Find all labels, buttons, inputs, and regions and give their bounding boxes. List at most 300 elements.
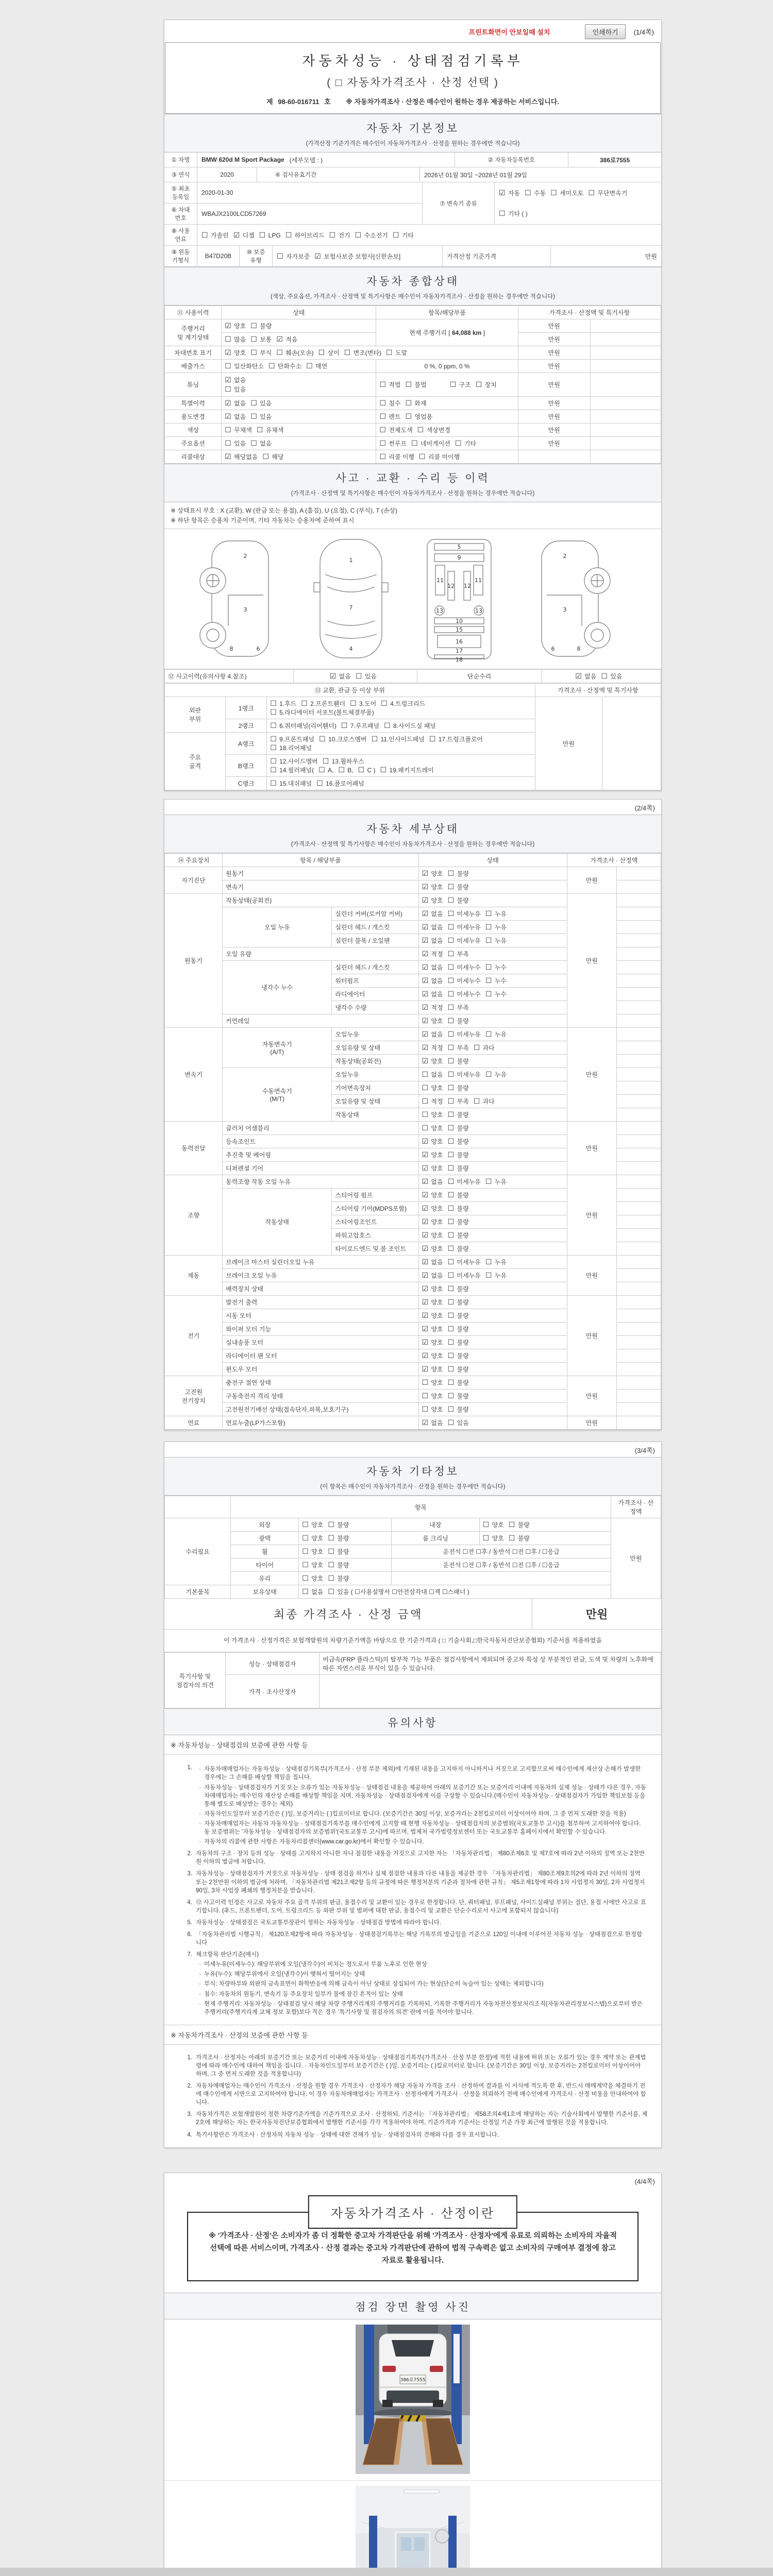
table-cell xyxy=(418,1189,567,1202)
table-cell xyxy=(299,1558,392,1572)
checkbox-icon: ☐ xyxy=(302,1574,309,1583)
checkbox-option: ☐ 불량 xyxy=(328,1534,349,1543)
table-cell xyxy=(418,1282,567,1296)
checkbox-option: ☐ 양호 xyxy=(422,1378,443,1387)
table-cell xyxy=(616,1215,661,1229)
svg-text:1: 1 xyxy=(349,557,353,564)
table-cell xyxy=(418,974,567,988)
checkbox-option: ☐ 불량 xyxy=(447,1150,469,1159)
svg-text:10: 10 xyxy=(456,618,463,625)
checkbox-option: ☐ 있음 xyxy=(225,439,246,447)
checkbox-option: ☑ 양호 xyxy=(422,1311,443,1320)
explainer-title: 자동차가격조사 · 산정이란 xyxy=(308,2195,517,2229)
checkbox-option: ☐ 미세누유 xyxy=(447,1030,481,1039)
checkbox-icon: ☐ xyxy=(250,321,257,330)
checkbox-icon: ☐ xyxy=(422,1097,429,1106)
checkbox-option: ☐ 양호 xyxy=(422,1110,443,1119)
bullet: · xyxy=(199,1991,201,1997)
svg-text:13: 13 xyxy=(475,607,482,615)
doc-no-suffix: 호 xyxy=(324,98,331,106)
document-number-line xyxy=(165,96,660,106)
table-cell xyxy=(418,1229,567,1242)
bullet: · xyxy=(199,1981,201,1988)
checkbox-icon: ☐ xyxy=(302,1520,309,1529)
notice-item xyxy=(182,2131,648,2139)
side-view-left xyxy=(200,541,268,656)
checkbox-icon: ☐ xyxy=(449,380,457,388)
checkbox-icon: ☐ xyxy=(485,909,492,918)
svg-text:3: 3 xyxy=(243,606,247,614)
checkbox-checked-icon: ☑ xyxy=(422,950,429,958)
table-cell: 충전구 절연 상태 xyxy=(223,1376,418,1389)
checkbox-option: ☑ 없음 xyxy=(575,672,597,681)
car-damage-diagram-row xyxy=(164,529,661,669)
checkbox-checked-icon: ☑ xyxy=(422,1177,429,1186)
checkbox-checked-icon: ☑ xyxy=(276,335,283,343)
table-cell: 운전석 ☐전 ☐후 / 동반석 ☐전 ☐후 / ☐응급 xyxy=(392,1545,611,1558)
checkbox-icon: ☐ xyxy=(225,426,231,434)
table-row xyxy=(165,397,661,410)
text-segment: 64,088 km xyxy=(451,329,482,336)
checkbox-option: ☐ 누유 xyxy=(485,1177,507,1186)
checkbox-icon: ☐ xyxy=(358,766,365,774)
table-cell: 오일유량 및 상태 xyxy=(332,1095,418,1108)
checkbox-option: ☐ 침수 xyxy=(379,399,401,407)
checkbox-option: ☐ 없음 xyxy=(302,1587,324,1596)
checkbox-icon: ☐ xyxy=(322,757,329,766)
table-cell: 제동 xyxy=(165,1256,223,1296)
table-cell xyxy=(616,1269,661,1282)
table-cell xyxy=(590,423,661,437)
table-cell xyxy=(418,934,567,947)
table-cell: 오일누유 xyxy=(332,1028,418,1041)
table-cell: 연료 xyxy=(165,1416,223,1430)
checkbox-icon: ☐ xyxy=(508,1534,515,1543)
checkbox-option: ☐ 있음 ( ☐사용설명서 ☐안전삼각대 ☐잭 ☐스패너 ) xyxy=(328,1587,469,1596)
checkbox-option: ☐ 자가보증 xyxy=(277,251,310,260)
checkbox-option: ☑ 없음 xyxy=(225,412,246,420)
table-cell: 실린더 헤드 / 개스킷 xyxy=(332,961,418,974)
checkbox-icon: ☐ xyxy=(525,189,531,197)
svg-text:7: 7 xyxy=(349,604,353,612)
checkbox-option: ☐ 미세누유 xyxy=(447,1258,481,1266)
checkbox-checked-icon: ☑ xyxy=(422,883,429,891)
table-cell xyxy=(418,1242,567,1256)
table-cell xyxy=(418,1055,567,1068)
year-label: ③ 연식 xyxy=(164,167,197,182)
checkbox-icon: ☐ xyxy=(447,1191,455,1199)
checkbox-icon: ☐ xyxy=(447,1325,455,1333)
table-cell xyxy=(418,1001,567,1014)
checkbox-checked-icon: ☑ xyxy=(422,1150,429,1159)
checkbox-icon: ☐ xyxy=(302,1587,309,1596)
checkbox-icon: ☐ xyxy=(447,1311,455,1320)
table-cell xyxy=(590,437,661,450)
checkbox-option: ☐ 불량 xyxy=(447,1057,469,1065)
checkbox-option: ☑ 양호 xyxy=(422,1231,443,1240)
checkbox-checked-icon: ☑ xyxy=(422,1191,429,1199)
checkbox-option: ☐ 불량 xyxy=(328,1520,349,1529)
checkbox-icon: ☐ xyxy=(379,452,386,461)
checkbox-option: ☐ 있음 xyxy=(601,672,623,681)
checkbox-icon: ☐ xyxy=(447,1271,455,1280)
checkbox-icon: ☐ xyxy=(417,426,424,434)
checkbox-checked-icon: ☑ xyxy=(422,1325,429,1333)
accident-history-row-table xyxy=(164,669,661,683)
checkbox-icon: ☐ xyxy=(485,1258,492,1266)
checkbox-option: ☐ 불량 xyxy=(250,321,272,330)
checkbox-icon: ☐ xyxy=(447,1231,455,1240)
item-text: 자동차의 구조 · 장치 등의 성능 · 상태를 고지하지 아니한 자나 점검한 내용을 거짓으로 고지한 자는 「자동차관리법」 제80조제6호 및 제7호에 따라 2년 이하의 징역 또는 2천만원 이하의 벌금에 처합니다. xyxy=(196,1851,645,1866)
table-cell: 냉각수 누수 xyxy=(223,961,332,1014)
checkbox-option: ☐ 탄화수소 xyxy=(268,362,302,370)
table-cell: 가격조사 · 산정액 및 특기사항 xyxy=(535,684,661,697)
checkbox-icon: ☐ xyxy=(379,380,386,388)
section-note: (가격산정 기준가격은 매수인이 자동차가격조사 · 산정을 원하는 경우에만 적습니다) xyxy=(306,141,520,147)
status-code-legend xyxy=(164,502,661,529)
checkbox-icon: ☐ xyxy=(447,936,455,945)
checkbox-icon: ☐ xyxy=(499,209,506,217)
svg-text:18: 18 xyxy=(456,656,463,664)
checkbox-icon: ☐ xyxy=(270,757,277,766)
checkbox-icon: ☐ xyxy=(447,1365,455,1374)
table-cell: 배력장치 상태 xyxy=(223,1282,418,1296)
table-cell xyxy=(590,397,661,410)
checkbox-icon: ☐ xyxy=(355,230,362,239)
svg-text:17: 17 xyxy=(456,648,463,655)
checkbox-option: ☐ 있음 xyxy=(250,399,272,407)
checkbox-option: ☐ 9.프론트패널 xyxy=(270,735,315,743)
checkbox-icon: ☐ xyxy=(447,883,455,891)
checkbox-option: ☐ 불량 xyxy=(328,1561,349,1569)
item-text: 자동차매매업자는 매수인이 가격조사 · 산정을 원할 경우 가격조사 · 산정자가 해당 자동차 가격을 조사 · 산정하여 결과를 이 서식에 적도록 한 후, 반드시 매매계약을 체결하기 전에 매수인에게 서면으로 고지하여야 합니다. 이 경우 자동차매매업자는 가격조사 · 산정자에게 가격조사 · 산정을 의뢰하기 전에 매수인에게 가격조사 · 산정 비용을 안내하여야 합니다. xyxy=(196,2083,646,2106)
table-cell: 커먼레일 xyxy=(223,1014,418,1028)
checkbox-option: ☑ 양호 xyxy=(422,869,443,878)
table-cell xyxy=(616,1162,661,1175)
inspector-opinion-table xyxy=(164,1652,661,1708)
table-cell xyxy=(616,1296,661,1309)
table-cell xyxy=(418,1014,567,1028)
checkbox-checked-icon: ☑ xyxy=(314,251,321,260)
checkbox-option: ☐ 양호 xyxy=(302,1547,324,1556)
sub-item xyxy=(196,1765,648,1782)
item-number: 1. xyxy=(187,2054,192,2061)
checkbox-option: ☐ 양호 xyxy=(422,1083,443,1092)
checkbox-icon: ☐ xyxy=(405,399,412,407)
section-inspection-photos xyxy=(164,2293,661,2319)
checkbox-option: ☐ 3.도어 xyxy=(350,699,377,708)
table-cell xyxy=(479,1518,611,1532)
table-row xyxy=(165,670,661,683)
table-cell xyxy=(590,346,661,360)
checkbox-icon: ☐ xyxy=(447,963,455,972)
checkbox-option: ☐ 누유 xyxy=(485,1271,507,1280)
checkbox-checked-icon: ☑ xyxy=(422,1271,429,1280)
table-cell: 자기진단 xyxy=(165,867,223,894)
checkbox-icon: ☐ xyxy=(270,721,277,730)
item-body xyxy=(196,1764,648,1846)
notice-item xyxy=(182,2054,648,2078)
sub-item-text: 미세누유(미세누수): 해당부위에 오일(냉각수)이 비치는 정도로서 부품 노후로 인한 현상 xyxy=(204,1961,427,1968)
checkbox-icon: ☐ xyxy=(485,1030,492,1039)
checkbox-option: ☐ 1.후드 xyxy=(270,699,297,708)
checkbox-option: ☐ 불량 xyxy=(447,1405,469,1414)
checkbox-option: ☐ 미세누유 xyxy=(447,909,481,918)
table-cell: 내장 xyxy=(392,1518,479,1532)
checkbox-icon: ☐ xyxy=(250,399,257,407)
checkbox-option: ☑ 없음 xyxy=(422,936,443,945)
table-cell xyxy=(418,1403,567,1416)
table-cell: 상태 xyxy=(418,854,567,867)
item-body xyxy=(196,2082,648,2107)
table-cell xyxy=(590,333,661,346)
checkbox-option: ☐ 있음 xyxy=(250,412,272,420)
table-cell: 스티어링 기어(MDPS포함) xyxy=(332,1202,418,1215)
sub-item xyxy=(196,1960,648,1969)
checkbox-icon: ☐ xyxy=(302,1534,309,1543)
item-number: 2. xyxy=(187,1851,192,1857)
checkbox-icon: ☐ xyxy=(341,721,348,730)
bullet: · xyxy=(199,1784,201,1791)
checkbox-option: ☐ 해당 xyxy=(262,452,284,461)
table-cell: 외장 xyxy=(231,1518,299,1532)
table-cell xyxy=(616,1309,661,1323)
checkbox-option: ☐ 부족 xyxy=(447,1003,469,1012)
checkbox-icon: ☐ xyxy=(405,412,412,420)
table-cell xyxy=(392,1572,611,1585)
table-cell: 보유상태 xyxy=(231,1585,299,1599)
checkbox-icon: ☐ xyxy=(344,348,351,357)
notice-block1-list xyxy=(164,1755,661,2025)
table-row xyxy=(165,1558,661,1572)
checkbox-checked-icon: ☑ xyxy=(233,230,240,239)
checkbox-icon: ☐ xyxy=(447,869,455,878)
table-cell: 만원 xyxy=(518,423,590,437)
notice-item xyxy=(182,1870,648,1894)
basic-info-table xyxy=(164,152,661,267)
checkbox-icon: ☐ xyxy=(262,452,269,461)
checkbox-icon: ☐ xyxy=(447,1137,455,1146)
sub-item-text: 자동차성능 · 상태점검자가 거짓 또는 오류가 있는 자동차성능 · 상태점검 내용을 제공하여 아래의 보증기간 또는 보증거리 이내에 자동차의 실제 성능 · 상태가 다른 경우, 자동차매매업자는 매수인의 재산상 손해를 배상할 책임을 지며, 자동차성능 · 상태점검자에게 이를 구상할 수 있습니다.(매수인이 자동차성능 · 상태점검자가 가입한 책임보험 등을 통해 별도로 배상받는 경우는 제외) xyxy=(204,1784,646,1807)
vin-label: ⑥ 차대 번호 xyxy=(164,204,197,224)
checkbox-option: ☐ 불법 xyxy=(405,380,427,388)
print-install-hint: 프린트화면이 안보일때 설치 xyxy=(468,28,550,36)
checkbox-option: ☐ 불량 xyxy=(508,1534,530,1543)
checkbox-option: ☐ 상이 xyxy=(318,348,340,357)
checkbox-icon: ☐ xyxy=(485,990,492,998)
inspection-photo-front xyxy=(356,2486,470,2576)
checkbox-option: ☑ 양호 xyxy=(225,321,246,330)
checkbox-icon: ☐ xyxy=(318,348,325,357)
table-cell xyxy=(418,1068,567,1081)
item-body xyxy=(196,1919,648,1927)
table-cell xyxy=(418,907,567,921)
base-price-label: 가격산정 기준가격 xyxy=(443,246,551,266)
checkbox-icon: ☐ xyxy=(350,699,357,708)
document-title-box xyxy=(165,42,661,114)
checkbox-option: ☐ 미세누수 xyxy=(447,963,481,972)
checkbox-option: ☐ 불량 xyxy=(447,869,469,878)
notice-item xyxy=(182,1899,648,1915)
checkbox-option: ☐ 영업용 xyxy=(405,412,433,420)
page-indicator-1: (1/4쪽) xyxy=(633,28,654,36)
checkbox-option: ☐ 불량 xyxy=(447,1083,469,1092)
doc-no-prefix: 제 xyxy=(266,98,273,106)
checkbox-option: ☐ 누유 xyxy=(485,923,507,931)
checkbox-icon: ☐ xyxy=(301,699,308,708)
table-cell: 1랭크 xyxy=(226,697,267,719)
checkbox-icon: ☐ xyxy=(306,362,313,370)
checkbox-option: ☑ 디젤 xyxy=(233,230,255,239)
table-cell xyxy=(616,1175,661,1189)
checkbox-option: ☐ 19.패키지트레이 xyxy=(380,766,434,774)
table-cell xyxy=(376,397,518,410)
checkbox-option: ☐ 미세누유 xyxy=(447,936,481,945)
table-cell: 주요 골격 xyxy=(165,733,226,790)
checkbox-checked-icon: ☑ xyxy=(422,1164,429,1173)
checkbox-icon: ☐ xyxy=(405,380,412,388)
table-cell: 라디에이터 xyxy=(332,988,418,1001)
checkbox-icon: ☐ xyxy=(485,976,492,985)
table-cell: 기본품목 xyxy=(165,1585,231,1599)
checkbox-icon: ☐ xyxy=(328,1520,334,1529)
checkbox-icon: ☐ xyxy=(270,766,277,774)
table-cell xyxy=(418,867,567,880)
table-cell: 브레이크 마스터 실린더오일 누유 xyxy=(223,1256,418,1269)
checkbox-icon: ☐ xyxy=(302,1561,309,1569)
checkbox-option: ☑ 보험사보증 보험사[신한손보] xyxy=(314,251,401,260)
table-row xyxy=(165,1572,661,1585)
checkbox-icon: ☐ xyxy=(447,1284,455,1293)
item-text: ⑫ 사고이력 인정은 사고로 자동차 주요 골격 부위의 판금, 용접수리 및 교환이 있는 경우로 한정합니다. 단, 쿼터패널, 루프패널, 사이드실패널 부위는 절단, 용접 시에만 사고로 표기합니다. (후드, 프론트펜더, 도어, 트렁크리드 등 외판 부위 및 범퍼에 대한 판금, 용접수리 및 교환은 단순수리로서 사고에 포함되지 않습니다) xyxy=(196,1899,646,1914)
checkbox-icon: ☐ xyxy=(270,735,277,743)
table-cell: 실린더 헤드 / 개스킷 xyxy=(332,921,418,934)
item-text: 가격조사 · 산정자는 아래의 보증기간 또는 보증거리 이내에 자동차성능 · 상태점검기록부(가격조사 · 산정 부분 한정)에 적힌 내용에 허위 또는 오류가 있는 경우 계약 또는 관계법령에 따라 매수인에 대하여 책임을 집니다. · 자동차인도일부터 보증기간은 ( )일, 보증거리는 ( )킬로미터로 합니다. (보증기간은 30일 이상, 보증거리는 2천킬로미터 이상이어야 하며, 그 중 먼저 도래한 것을 적용합니다) xyxy=(196,2054,646,2077)
checkbox-icon: ☐ xyxy=(422,1392,429,1400)
table-cell: 원동기 xyxy=(165,894,223,1028)
table-cell: 연료누출(LP가스포함) xyxy=(223,1416,418,1430)
checkbox-checked-icon: ☑ xyxy=(422,1418,429,1427)
table-cell: 0 %, 0 ppm, 0 % xyxy=(376,360,518,373)
table-cell: 가격조사 · 산정액 및 특기사항 xyxy=(518,306,661,319)
vehicle-name-label: ① 차명 xyxy=(164,152,197,167)
checkbox-option: ☐ 과다 xyxy=(473,1097,495,1106)
checkbox-icon: ☐ xyxy=(225,385,231,393)
checkbox-option: ☐ 전체도색 xyxy=(379,426,413,434)
sub-item xyxy=(196,2000,648,2016)
table-cell xyxy=(418,894,567,907)
checkbox-option: ☐ A, xyxy=(318,766,334,774)
checkbox-option: ☐ 무단변속기 xyxy=(588,189,628,197)
table-cell xyxy=(418,1215,567,1229)
page-2 xyxy=(164,799,662,1430)
checkbox-icon: ☐ xyxy=(485,923,492,931)
table-cell xyxy=(616,1242,661,1256)
checkbox-icon: ☐ xyxy=(485,963,492,972)
table-cell xyxy=(299,1518,392,1532)
table-row xyxy=(165,437,661,450)
checkbox-icon: ☐ xyxy=(422,1110,429,1119)
sub-item xyxy=(196,1970,648,1978)
table-cell xyxy=(222,346,518,360)
checkbox-icon: ☐ xyxy=(447,1298,455,1307)
checkbox-option: ☑ 양호 xyxy=(422,1298,443,1307)
print-button[interactable]: 인쇄하기 xyxy=(585,24,625,39)
checkbox-checked-icon: ☑ xyxy=(422,869,429,878)
table-cell: 윈도우 모터 xyxy=(223,1363,418,1376)
table-row xyxy=(165,1122,661,1135)
checkbox-checked-icon: ☑ xyxy=(422,963,429,972)
table-cell: 튜닝 xyxy=(165,373,222,397)
checkbox-icon: ☐ xyxy=(447,1244,455,1253)
checkbox-option: ☐ 불량 xyxy=(508,1520,530,1529)
table-cell xyxy=(267,733,535,755)
checkbox-option: ☐ 보통 xyxy=(250,335,272,343)
checkbox-icon: ☐ xyxy=(422,1124,429,1132)
table-cell xyxy=(222,437,376,450)
engine-type: B47D20B xyxy=(197,246,240,266)
table-cell: 성능 · 상태점검자 xyxy=(226,1653,320,1675)
checkbox-icon: ☐ xyxy=(419,452,426,461)
inspection-period-label: ④ 검사유효기간 xyxy=(275,172,317,178)
table-cell xyxy=(616,1001,661,1014)
checkbox-icon: ☐ xyxy=(475,380,482,388)
checkbox-option: ☐ 8.사이드실 패널 xyxy=(384,721,436,730)
sub-item xyxy=(196,1980,648,1988)
checkbox-icon: ☐ xyxy=(250,348,257,357)
checkbox-option: ☑ 양호 xyxy=(422,1351,443,1360)
checkbox-icon: ☐ xyxy=(508,1520,515,1529)
section-overall-condition xyxy=(164,267,661,306)
table-cell: 추진축 및 베어링 xyxy=(223,1148,418,1162)
warranty-options xyxy=(273,246,443,266)
checkbox-option: ☑ 없음 xyxy=(422,923,443,931)
checkbox-icon: ☐ xyxy=(601,672,608,681)
checkbox-option: ☐ 양호 xyxy=(482,1520,504,1529)
table-row xyxy=(165,450,661,464)
item-number: 6. xyxy=(187,1931,192,1938)
table-row xyxy=(165,1175,661,1189)
sub-item-text: 누유(누수): 해당부위에서 오일(냉각수)이 맺혀서 떨어지는 상태 xyxy=(204,1971,365,1978)
checkbox-icon: ☐ xyxy=(473,1043,480,1052)
item-number: 4. xyxy=(187,2131,192,2138)
section-heading: 자동차 기본정보 xyxy=(366,123,459,134)
final-price-unit: 만원 xyxy=(532,1599,661,1629)
checkbox-option: ☐ 수소전기 xyxy=(355,230,388,239)
table-row xyxy=(165,684,661,697)
inspection-photo-row-1 xyxy=(164,2319,661,2481)
checkbox-checked-icon: ☑ xyxy=(422,1057,429,1065)
table-cell: 항목 xyxy=(231,1496,611,1518)
table-row xyxy=(165,867,661,880)
item-body xyxy=(196,2054,648,2078)
legend-codes: ※ 상태표시 부호 : X (교환), W (판금 또는 용접), A (흠집), U (요철), C (부식), T (손상) xyxy=(171,507,397,514)
checkbox-option: ☑ 없음 xyxy=(329,672,351,681)
table-cell: 전기 xyxy=(165,1296,223,1376)
checkbox-icon: ☐ xyxy=(447,1043,455,1052)
text-segment: 현재 주행거리 [ xyxy=(409,329,452,336)
checkbox-option: ☐ 15.대쉬패널 xyxy=(270,779,312,788)
sub-item-text: 자동차매매업자는 자동차성능 · 상태점검기록부(가격조사 · 산정 부분 제외)에 기재된 내용을 고지하지 아니하거나 거짓으로 고지함으로써 매수인에게 재산상 손해가 발생한 경우에는 그 손해를 배상할 책임을 집니다. xyxy=(204,1766,641,1781)
table-cell: 주요옵션 xyxy=(165,437,222,450)
plate-number: 386로7555 xyxy=(599,156,630,164)
checkbox-checked-icon: ☑ xyxy=(225,376,231,384)
submodel: (세부모델 : ) xyxy=(289,156,323,164)
checkbox-option: ☐ 12.사이드멤버 xyxy=(270,757,318,766)
table-cell xyxy=(376,410,518,423)
item-body xyxy=(196,1899,648,1915)
table-cell xyxy=(616,1282,661,1296)
